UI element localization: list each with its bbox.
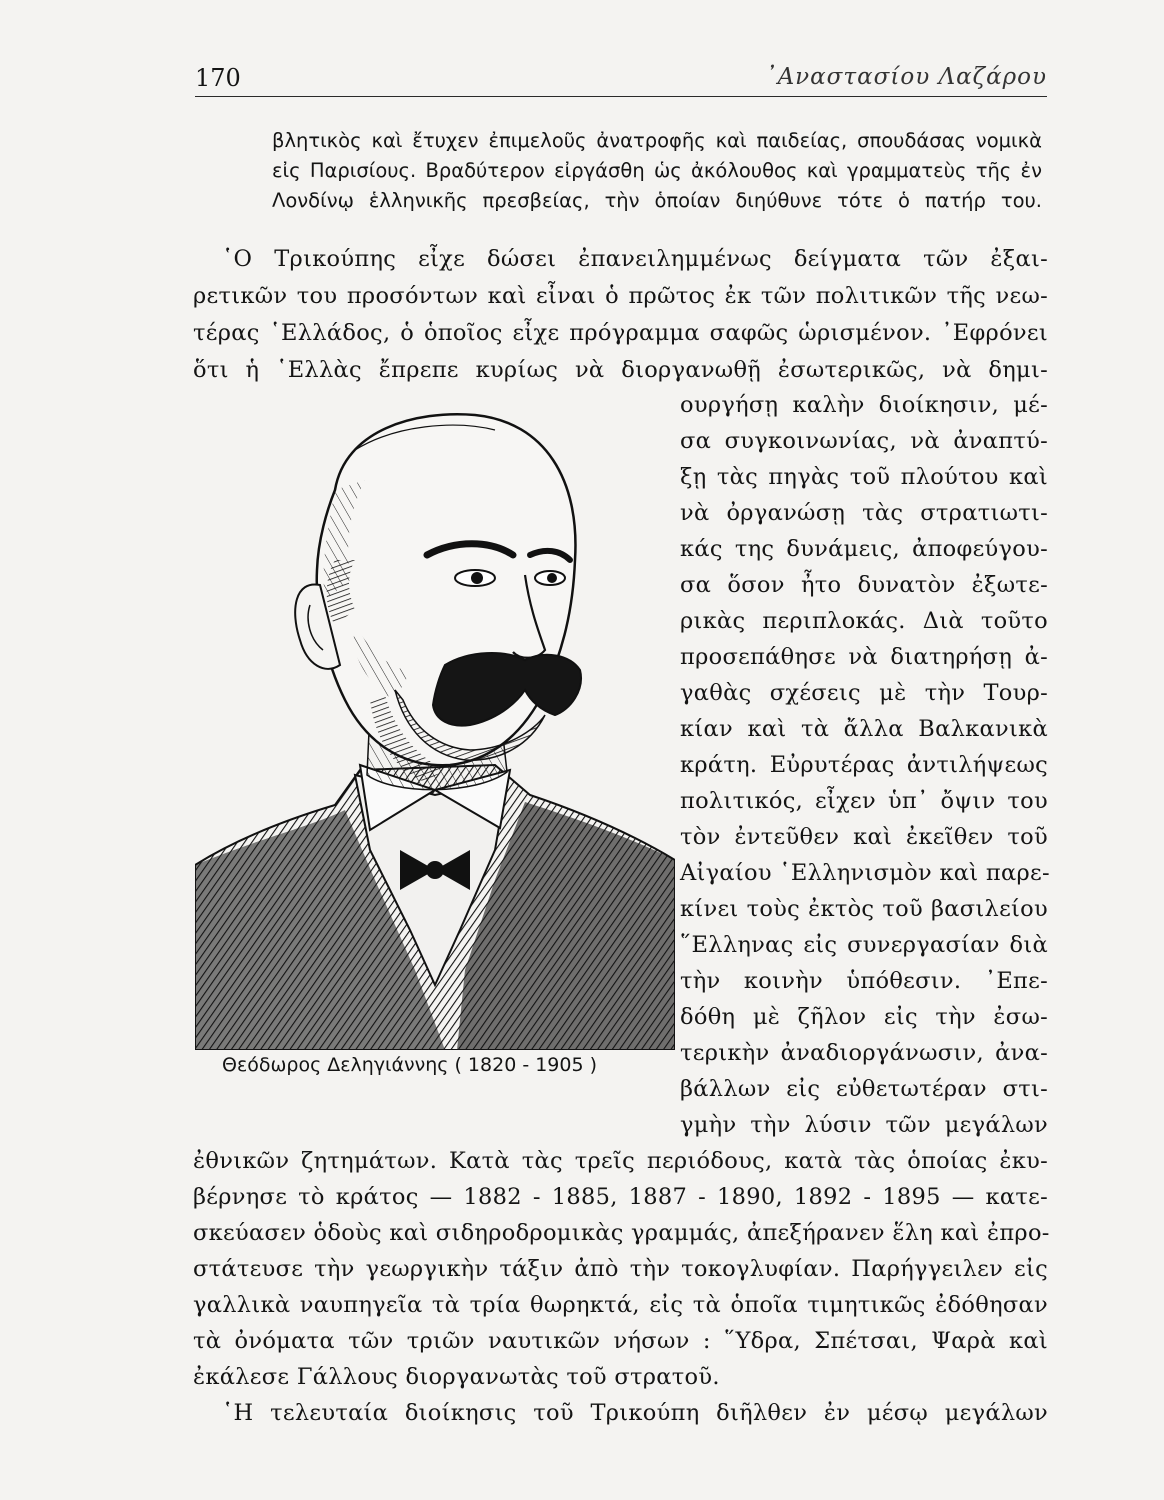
column-line: κίνει τοὺς ἐκτὸς τοῦ βασιλείου: [680, 896, 1048, 922]
column-line: βάλλων εἰς εὐθετωτέραν στι-: [680, 1076, 1048, 1102]
column-line: τὴν κοινὴν ὑπόθεσιν. ᾿Επε-: [680, 968, 1048, 994]
body-line: βέρνησε τὸ κράτος — 1882 - 1885, 1887 - 1890, 1892 - 1895 — κατε-: [193, 1184, 1048, 1210]
portrait-caption: Θεόδωρος Δεληγιάννης ( 1820 - 1905 ): [222, 1054, 598, 1076]
column-line: ρικὰς περιπλοκάς. Διὰ τοῦτο: [680, 608, 1048, 634]
column-line: γαθὰς σχέσεις μὲ τὴν Τουρ-: [680, 680, 1048, 706]
column-line: νὰ ὀργανώσῃ τὰς στρατιωτι-: [680, 500, 1048, 526]
body-line: γαλλικὰ ναυπηγεῖα τὰ τρία θωρηκτά, εἰς τὰ ὁποῖα τιμητικῶς ἐδόθησαν: [193, 1292, 1048, 1318]
column-line: τὸν ἐντεῦθεν καὶ ἐκεῖθεν τοῦ: [680, 824, 1048, 850]
column-line: κίαν καὶ τὰ ἄλλα Βαλκανικὰ: [680, 716, 1048, 742]
body-line: τέρας ῾Ελλάδος, ὁ ὁποῖος εἶχε πρόγραμμα σαφῶς ὡρισμένον. ᾿Εφρόνει: [193, 320, 1048, 346]
body-line: στάτευσε τὴν γεωργικὴν τάξιν ἀπὸ τὴν τοκογλυφίαν. Παρήγγειλεν εἰς: [193, 1256, 1048, 1282]
intro-line: Λονδίνῳ ἑλληνικῆς πρεσβείας, τὴν ὁποίαν διηύθυνε τότε ὁ πατήρ του.: [272, 189, 1042, 212]
page-number: 170: [195, 64, 241, 92]
column-line: σα συγκοινωνίας, νὰ ἀναπτύ-: [680, 428, 1048, 454]
body-line: ῾Η τελευταία διοίκησις τοῦ Τρικούπη διῆλθεν ἐν μέσῳ μεγάλων: [222, 1400, 1048, 1426]
body-line: τὰ ὀνόματα τῶν τριῶν ναυτικῶν νήσων : ῞Υδρα, Σπέτσαι, Ψαρὰ καὶ: [193, 1328, 1048, 1354]
column-line: ουργήσῃ καλὴν διοίκησιν, μέ-: [680, 392, 1048, 418]
intro-line: βλητικὸς καὶ ἔτυχεν ἐπιμελοῦς ἀνατροφῆς καὶ παιδείας, σπουδάσας νομικὰ: [272, 129, 1042, 152]
column-line: ῞Ελληνας εἰς συνεργασίαν διὰ: [680, 932, 1048, 958]
column-line: κάς της δυνάμεις, ἀποφεύγου-: [680, 536, 1048, 562]
column-line: σα ὅσον ἦτο δυνατὸν ἐξωτε-: [680, 572, 1048, 598]
body-line: ῾Ο Τρικούπης εἶχε δώσει ἐπανειλημμένως δείγματα τῶν ἐξαι-: [222, 246, 1048, 272]
column-line: δόθη μὲ ζῆλον εἰς τὴν ἐσω-: [680, 1004, 1048, 1030]
portrait-engraving-icon: [195, 410, 675, 1050]
intro-line: εἰς Παρισίους. Βραδύτερον εἰργάσθη ὡς ἀκόλουθος καὶ γραμματεὺς τῆς ἐν: [272, 159, 1042, 182]
column-line: Αἰγαίου ῾Ελληνισμὸν καὶ παρε-: [680, 860, 1050, 886]
column-line: ξῃ τὰς πηγὰς τοῦ πλούτου καὶ: [680, 464, 1048, 490]
column-line: κράτη. Εὐρυτέρας ἀντιλήψεως: [680, 752, 1048, 778]
running-head: ᾿Αναστασίου Λαζάρου: [765, 64, 1047, 90]
body-line: ρετικῶν του προσόντων καὶ εἶναι ὁ πρῶτος ἐκ τῶν πολιτικῶν τῆς νεω-: [193, 283, 1048, 309]
column-line: γμὴν τὴν λύσιν τῶν μεγάλων: [680, 1112, 1048, 1138]
column-line: προσεπάθησε νὰ διατηρήσῃ ἀ-: [680, 644, 1048, 670]
column-line: τερικὴν ἀναδιοργάνωσιν, ἀνα-: [680, 1040, 1048, 1066]
page-header: [195, 62, 1047, 97]
body-line: ὅτι ἡ ῾Ελλὰς ἔπρεπε κυρίως νὰ διοργανωθῇ ἐσωτερικῶς, νὰ δημι-: [193, 357, 1048, 383]
intro-paragraph: [272, 126, 1042, 216]
body-line: ἐκάλεσε Γάλλους διοργανωτὰς τοῦ στρατοῦ.: [193, 1364, 720, 1390]
column-line: πολιτικός, εἶχεν ὑπ᾿ ὄψιν του: [680, 788, 1048, 814]
body-line: ἐθνικῶν ζητημάτων. Κατὰ τὰς τρεῖς περιόδους, κατὰ τὰς ὁποίας ἐκυ-: [193, 1148, 1048, 1174]
body-line: σκεύασεν ὁδοὺς καὶ σιδηροδρομικὰς γραμμάς, ἀπεξήρανεν ἕλη καὶ ἐπρο-: [193, 1220, 1050, 1246]
